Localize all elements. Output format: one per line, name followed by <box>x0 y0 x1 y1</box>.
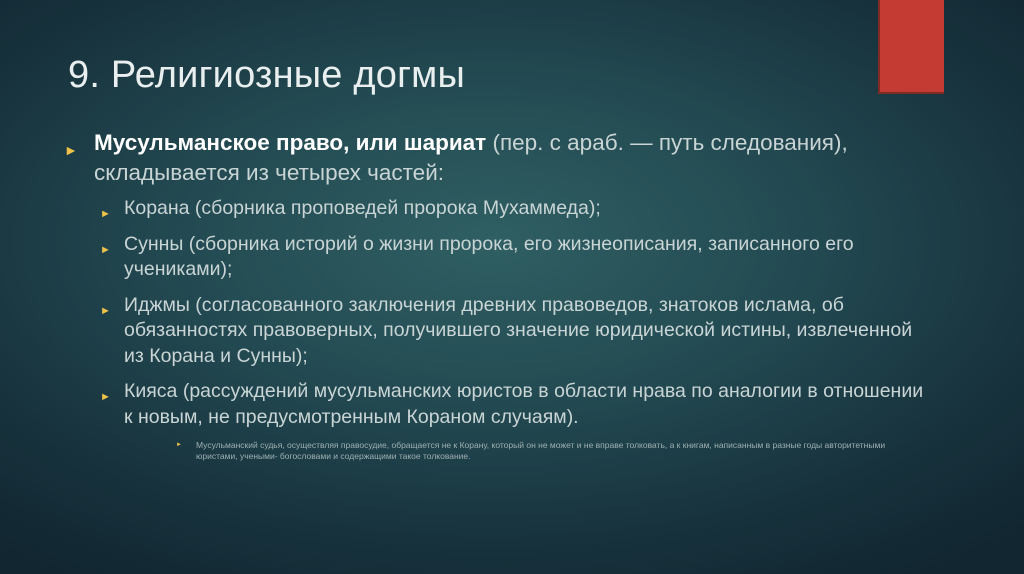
slide-content <box>64 128 924 462</box>
sub-point-text: Иджмы (согласованного заключения древних правоведов, знатоков ислама, об обязанностях правоверных, получившего значение юридической истины, извлеченной из Корана и Сунны); <box>124 293 913 367</box>
sub-point-koran <box>64 196 924 222</box>
footnote-point <box>64 440 896 462</box>
main-bullet-point <box>64 128 924 188</box>
sub-point-text: Сунны (сборника историй о жизни пророка, его жизнеописания, записанного его учениками); <box>124 232 854 280</box>
triangle-bullet-icon: ► <box>100 208 111 220</box>
slide-title: 9. Религиозные догмы <box>68 54 466 96</box>
footnote-text: Мусульманский судья, осуществляя правосудие, обращается не к Корану, который он не может и не вправе толковать, а к книгам, написанным в разные годы авторитетными юристами, учеными- богословами и содержащими такое толкование. <box>196 440 886 461</box>
main-point-bold: Мусульманское право, или шариат <box>94 130 487 155</box>
triangle-bullet-icon: ► <box>176 442 182 448</box>
sub-point-text: Кияса (рассуждений мусульманских юристов в области нрава по аналогии в отношении к новым, не предусмотренным Кораном случаям). <box>124 380 924 428</box>
sub-point-text: Корана (сборника проповедей пророка Мухаммеда); <box>124 197 601 219</box>
triangle-bullet-icon: ► <box>64 142 78 158</box>
triangle-bullet-icon: ► <box>100 391 111 403</box>
main-point-text: (пер. с араб. — путь следования), складывается из четырех частей: <box>94 130 848 185</box>
sub-point-sunna <box>64 232 924 283</box>
triangle-bullet-icon: ► <box>100 243 111 256</box>
sub-point-ijma <box>64 293 924 370</box>
accent-rectangle <box>878 0 944 94</box>
triangle-bullet-icon: ► <box>100 304 111 317</box>
sub-points-list <box>64 196 924 430</box>
sub-point-qiyas <box>64 379 924 430</box>
